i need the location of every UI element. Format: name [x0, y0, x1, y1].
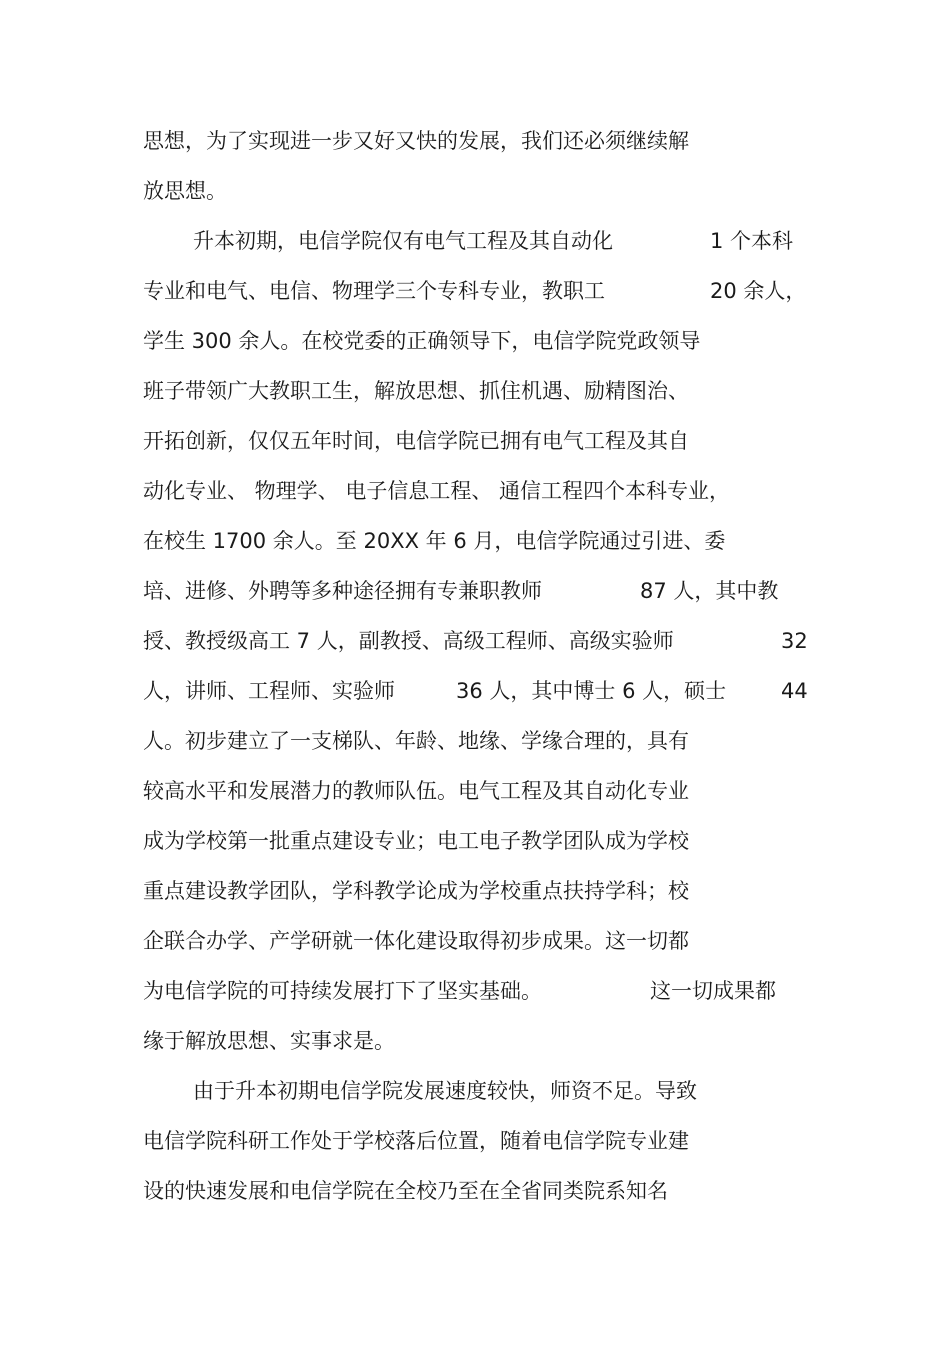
text-segment: 培、进修、外聘等多种途径拥有专兼职教师 [143, 579, 542, 603]
text-segment: 学生 300 余人。在校党委的正确领导下，电信学院党政领导 [143, 329, 701, 353]
text-line [0, 1026, 395, 1056]
text-line [0, 526, 726, 556]
text-segment: 重点建设教学团队，学科教学论成为学校重点扶持学科；校 [143, 879, 689, 903]
text-segment: 电信学院科研工作处于学校落后位置，随着电信学院专业建 [143, 1129, 689, 1153]
text-segment: 44 [781, 679, 808, 703]
text-segment: 升本初期，电信学院仅有电气工程及其自动化 [193, 229, 613, 253]
text-line [0, 676, 808, 706]
text-segment: 班子带领广大教职工生，解放思想、抓住机遇、励精图治、 [143, 379, 689, 403]
text-line [0, 826, 689, 856]
text-line [0, 576, 779, 606]
text-segment: 放思想。 [143, 179, 227, 203]
text-line [0, 976, 776, 1006]
text-line [0, 926, 689, 956]
text-line [0, 776, 689, 806]
text-segment: 这一切成果都 [650, 979, 776, 1003]
text-segment: 32 [781, 629, 808, 653]
text-segment: 人。初步建立了一支梯队、年龄、地缘、学缘合理的，具有 [143, 729, 689, 753]
text-segment: 思想，为了实现进一步又好又快的发展，我们还必须继续解 [143, 129, 689, 153]
text-line [0, 876, 689, 906]
text-line [0, 726, 689, 756]
text-segment: 授、教授级高工 7 人，副教授、高级工程师、高级实验师 [143, 629, 674, 653]
text-segment: 较高水平和发展潜力的教师队伍。电气工程及其自动化专业 [143, 779, 689, 803]
text-line [0, 1176, 668, 1206]
text-segment: 人，讲师、工程师、实验师 [143, 679, 395, 703]
text-segment: 由于升本初期电信学院发展速度较快，师资不足。导致 [193, 1079, 697, 1103]
text-segment: 设的快速发展和电信学院在全校乃至在全省同类院系知名 [143, 1179, 668, 1203]
text-line [0, 426, 689, 456]
text-line [0, 326, 701, 356]
text-line [0, 1076, 697, 1106]
text-segment: 专业和电气、电信、物理学三个专科专业，教职工 [143, 279, 605, 303]
text-segment: 1 个本科 [710, 229, 794, 253]
text-segment: 在校生 1700 余人。至 20XX 年 6 月，电信学院通过引进、委 [143, 529, 726, 553]
text-segment: 20 余人， [710, 279, 807, 303]
text-line [0, 226, 794, 256]
text-line [0, 126, 689, 156]
text-line [0, 476, 731, 506]
text-line [0, 376, 689, 406]
text-line [0, 176, 227, 206]
text-line [0, 276, 807, 306]
text-segment: 缘于解放思想、实事求是。 [143, 1029, 395, 1053]
text-segment: 36 人，其中博士 6 人，硕士 [456, 679, 727, 703]
text-line [0, 626, 808, 656]
text-segment: 87 人，其中教 [640, 579, 779, 603]
text-segment: 成为学校第一批重点建设专业；电工电子教学团队成为学校 [143, 829, 689, 853]
text-segment: 为电信学院的可持续发展打下了坚实基础。 [143, 979, 542, 1003]
text-segment: 开拓创新，仅仅五年时间，电信学院已拥有电气工程及其自 [143, 429, 689, 453]
text-segment: 企联合办学、产学研就一体化建设取得初步成果。这一切都 [143, 929, 689, 953]
text-line [0, 1126, 689, 1156]
text-segment: 动化专业、 物理学、 电子信息工程、 通信工程四个本科专业， [143, 479, 731, 503]
